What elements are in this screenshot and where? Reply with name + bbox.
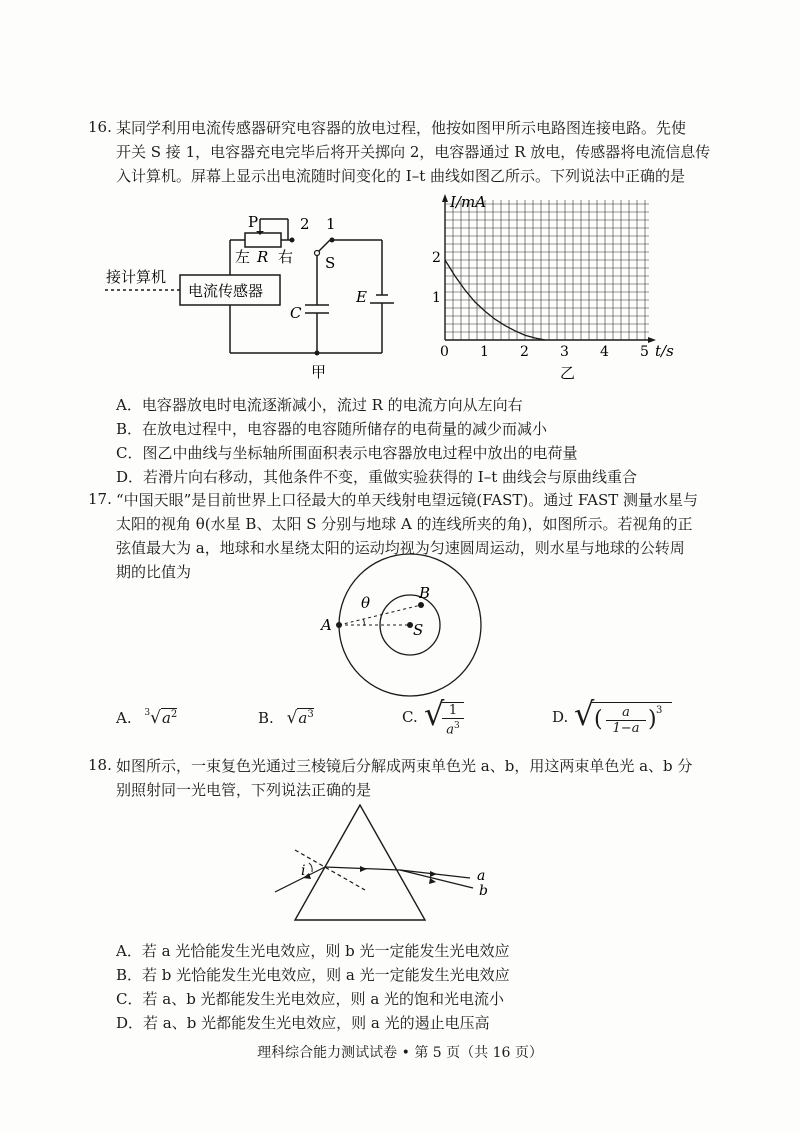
y-tick-1: 1 [432, 290, 441, 306]
q17-line-3: 弦值最大为 a，地球和水星绕太阳的运动均视为匀速圆周运动，则水星与地球的公转周 [116, 539, 685, 557]
terminal-2-dot [290, 238, 295, 243]
orbit-figure [315, 580, 495, 700]
page-footer: 理科综合能力测试试卷 • 第 5 页（共 16 页） [257, 1045, 543, 1061]
label-1: 1 [326, 215, 336, 233]
circuit-diagram [100, 205, 400, 385]
q17-option-a: A. $^3√a^2$ [116, 708, 178, 728]
q17-line-1: “中国天眼”是目前世界上口径最大的单天线射电望远镜(FAST)。通过 FAST 测量水星与 [116, 491, 699, 509]
q16-number: 16. [88, 118, 112, 136]
caption-jia: 甲 [311, 363, 327, 381]
x-tick-5: 5 [640, 344, 649, 360]
label-i: i [301, 863, 306, 879]
q18-option-a: A．若 a 光恰能发生光电效应，则 b 光一定能发生光电效应 [116, 942, 510, 960]
label-S: S [413, 621, 424, 639]
label-left: 左 [235, 248, 251, 266]
x-axis-label: t/s [655, 342, 674, 360]
switch-pivot [315, 251, 320, 256]
label-S: S [325, 254, 336, 272]
mercury-point [418, 602, 424, 608]
label-2: 2 [300, 215, 310, 233]
label-P: P [248, 213, 259, 231]
prism-figure [265, 800, 505, 925]
label-computer: 接计算机 [106, 268, 167, 286]
q18-line-1: 如图所示，一束复色光通过三棱镜后分解成两束单色光 a、b，用这两束单色光 a、b 分 [116, 757, 693, 775]
caption-yi: 乙 [560, 364, 576, 382]
label-C: C [290, 304, 302, 322]
label-sensor: 电流传感器 [188, 282, 264, 300]
x-tick-4: 4 [600, 344, 609, 360]
label-R: R [257, 248, 269, 266]
prism [295, 805, 425, 920]
q17-number: 17. [88, 490, 112, 508]
earth-point [336, 622, 342, 628]
q17-line-2: 太阳的视角 θ(水星 B、太阳 S 分别与地球 A 的连线所夹的角)，如图所示。若视角的正 [116, 515, 693, 533]
q16-option-a: A．电容器放电时电流逐渐减小，流过 R 的电流方向从左向右 [116, 396, 523, 414]
label-a: a [477, 868, 486, 884]
label-B: B [419, 584, 431, 602]
q18-option-b: B．若 b 光恰能发生光电效应，则 a 光一定能发生光电效应 [116, 966, 510, 984]
q16-option-d: D．若滑片向右移动，其他条件不变，重做实验获得的 I–t 曲线会与原曲线重合 [116, 468, 638, 486]
y-tick-2: 2 [432, 250, 441, 266]
y-axis-label: I/mA [450, 193, 487, 211]
q16-line-3: 入计算机。屏幕上显示出电流随时间变化的 I–t 曲线如图乙所示。下列说法中正确的是 [116, 167, 685, 185]
q16-option-c: C．图乙中曲线与坐标轴所围面积表示电容器放电过程中放出的电荷量 [116, 444, 578, 462]
junction-dot [315, 351, 320, 356]
q16-option-b: B．在放电过程中，电容器的电容随所储存的电荷量的减少而减小 [116, 420, 548, 438]
q16-line-1: 某同学利用电流传感器研究电容器的放电过程，他按如图甲所示电路图连接电路。先使 [116, 119, 687, 137]
q18-option-c: C．若 a、b 光都能发生光电效应，则 a 光的饱和光电流小 [116, 990, 505, 1008]
x-tick-2: 2 [520, 344, 529, 360]
q18-option-d: D．若 a、b 光都能发生光电效应，则 a 光的遏止电压高 [116, 1014, 490, 1032]
x-tick-1: 1 [480, 344, 489, 360]
label-right: 右 [278, 248, 294, 266]
q17-option-b: B. $√a^3$ [258, 708, 314, 728]
q17-line-4: 期的比值为 [116, 563, 192, 581]
it-graph [420, 190, 674, 385]
q16-line-2: 开关 S 接 1，电容器充电完毕后将开关掷向 2，电容器通过 R 放电，传感器将电流信息传 [116, 143, 711, 161]
label-A: A [321, 616, 332, 634]
q18-number: 18. [88, 756, 112, 774]
label-theta: θ [361, 594, 371, 612]
label-b: b [479, 883, 488, 899]
x-tick-3: 3 [560, 344, 569, 360]
label-E: E [356, 288, 367, 306]
terminal-1-dot [330, 238, 335, 243]
x-tick-0: 0 [440, 344, 449, 360]
q18-line-2: 别照射同一光电管，下列说法正确的是 [116, 781, 372, 799]
